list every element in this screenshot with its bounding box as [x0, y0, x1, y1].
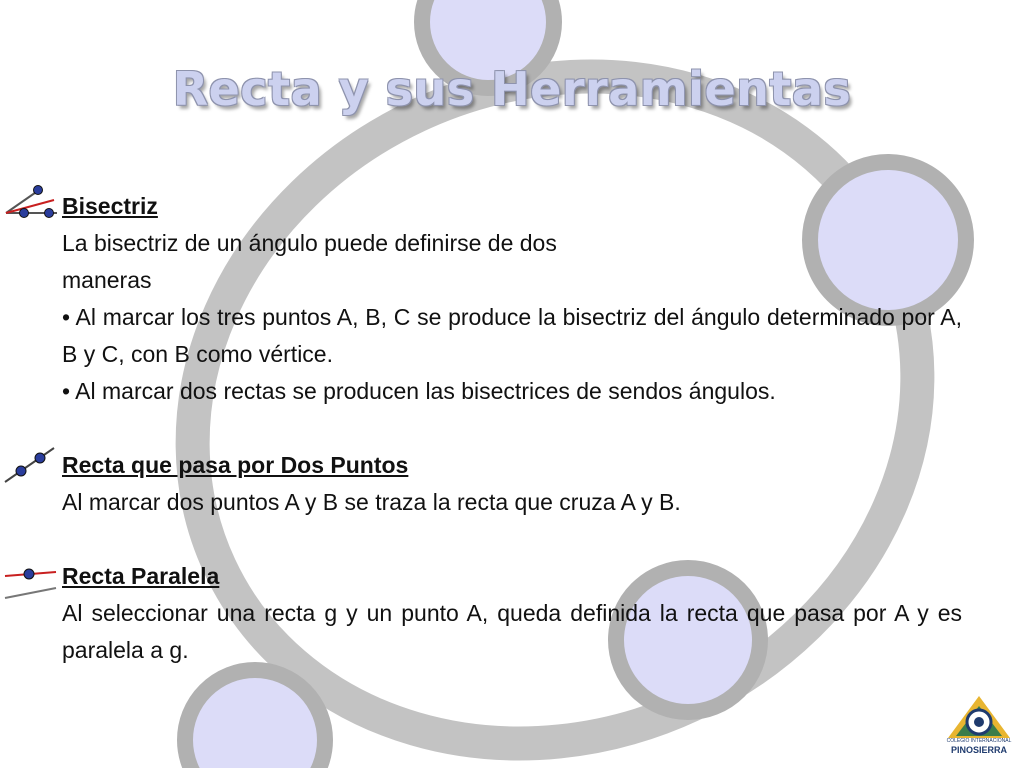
spacer	[62, 521, 962, 558]
logo-caption-top: COLEGIO INTERNACIONAL	[946, 738, 1012, 744]
bisectriz-bullet-three-points: • Al marcar los tres puntos A, B, C se produce la bisectriz del ángulo determinado por A, B y C, con B como vértice.	[62, 304, 962, 367]
logo-caption-name: PINOSIERRA	[950, 745, 1007, 755]
angle-bisector-tool-icon	[2, 180, 60, 225]
spacer	[62, 410, 962, 447]
bisectriz-intro-continued: maneras	[62, 267, 152, 293]
recta-paralela-body: Al seleccionar una recta g y un punto A, queda definida la recta que pasa por A y es paralela a g.	[62, 600, 962, 663]
bisectriz-bullet-two-lines: • Al marcar dos rectas se producen las bisectrices de sendos ángulos.	[62, 378, 776, 404]
bisectriz-intro: La bisectriz de un ángulo puede definirse de dos	[62, 230, 557, 256]
section-heading-recta-paralela: Recta Paralela	[62, 563, 220, 589]
section-heading-bisectriz: Bisectriz	[62, 193, 158, 219]
section-heading-recta-dos-puntos: Recta que pasa por Dos Puntos	[62, 452, 409, 478]
parallel-line-tool-icon	[2, 560, 58, 604]
slide-body	[62, 188, 962, 669]
line-through-two-points-tool-icon	[2, 442, 58, 486]
slide-title: Recta y sus Herramientas	[172, 62, 852, 116]
ring-node-bottom-left	[185, 670, 325, 768]
recta-dos-puntos-body: Al marcar dos puntos A y B se traza la recta que cruza A y B.	[62, 489, 681, 515]
